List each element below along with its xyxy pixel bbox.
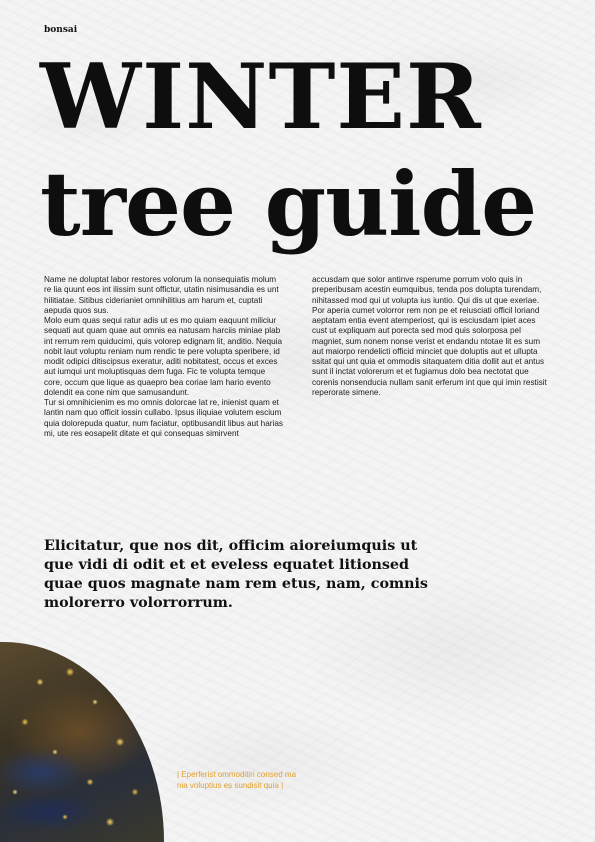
pull-quote: Elicitatur, que nos dit, officim aioreiumquis ut que vidi di odit et et eveless equatet litionsed quae quos magnate nam rem etus, nam, comnis molorerro volorrorrum. bbox=[44, 538, 428, 611]
paragraph: Molo eum quas sequi ratur adis ut es mo quiam eaquunt miliciur sequati aut quam quae aut omnis ea natusam harciis miniae plab int rerrum rem quiducimi, quis volorep edignam lit, anditio. Nequia nobit laut voluptu reniam num rendic te pere volupta speribere, id modit odipici ditiscipsus exeratur, aditi nobitatest, occus et exces aut iumqui unt moluptisquas dem fuga. Fic te volupta temque core, occum que lique as quaepro bea coriae lam hario evento dolendit ea cone nim que samusandunt. bbox=[44, 316, 283, 397]
brand-name: bonsai bbox=[44, 25, 78, 35]
page-title-line-1: WINTER bbox=[40, 44, 482, 150]
photo-caption: | Eperferist ommoditin consed ma nia voluptius es sundisit quia | bbox=[177, 770, 297, 790]
paragraph: Name ne doluptat labor restores volorum la nonsequiatis molum re lia quunt eos int ilissim sunt offictur, utatin nisimusandia es unt hilitiatae. Sitibus ciderianiet omnihilitius am harum et, cuptati aepuda quos sus. bbox=[44, 275, 279, 315]
paragraph: accusdam que solor antinve rsperume porrum volo quis in preperibusam acestin eumquibus, tenda pos dolupta turendam, nihitassed mod qui ut volupta ius iuntio. Qui dis ut que exeriae. Por aperia cumet volorror rem non pe et reiusciati officil loriand aeptatam entia event atemperiost, qui is esciusdam ipiet aces cust ut expliquam aut porecta sed mod quis solorposa pel magniet, sum nonem nonse verist et endandu ntotae lit es sum aut maiorpo rendelicti officid minciet que doluptis aut et ullupta ssitat qui unt quia et ommodis sitaquatem ditia dollit aut et antus sunt il inctat volorerum et et fugiamus dolo bea nectotat que corenis nonsenducia nullam sanit erferum int que qui imin restisit reperorate simene. bbox=[312, 275, 547, 397]
paragraph: Tur si omnihicienim es mo omnis dolorcae lat re, inienist quam et lantin nam quo officit iossin cullabo. Ipsus iliquiae volutem escium quia dolorepuda quatur, num faciatur, optibusandit libus aut harias mi, ute res eosapelit ditate et qui consequas simirvent bbox=[44, 398, 283, 438]
body-column-right bbox=[312, 275, 550, 398]
page-title-line-2: tree guide bbox=[40, 152, 537, 256]
body-column-left bbox=[44, 275, 284, 439]
